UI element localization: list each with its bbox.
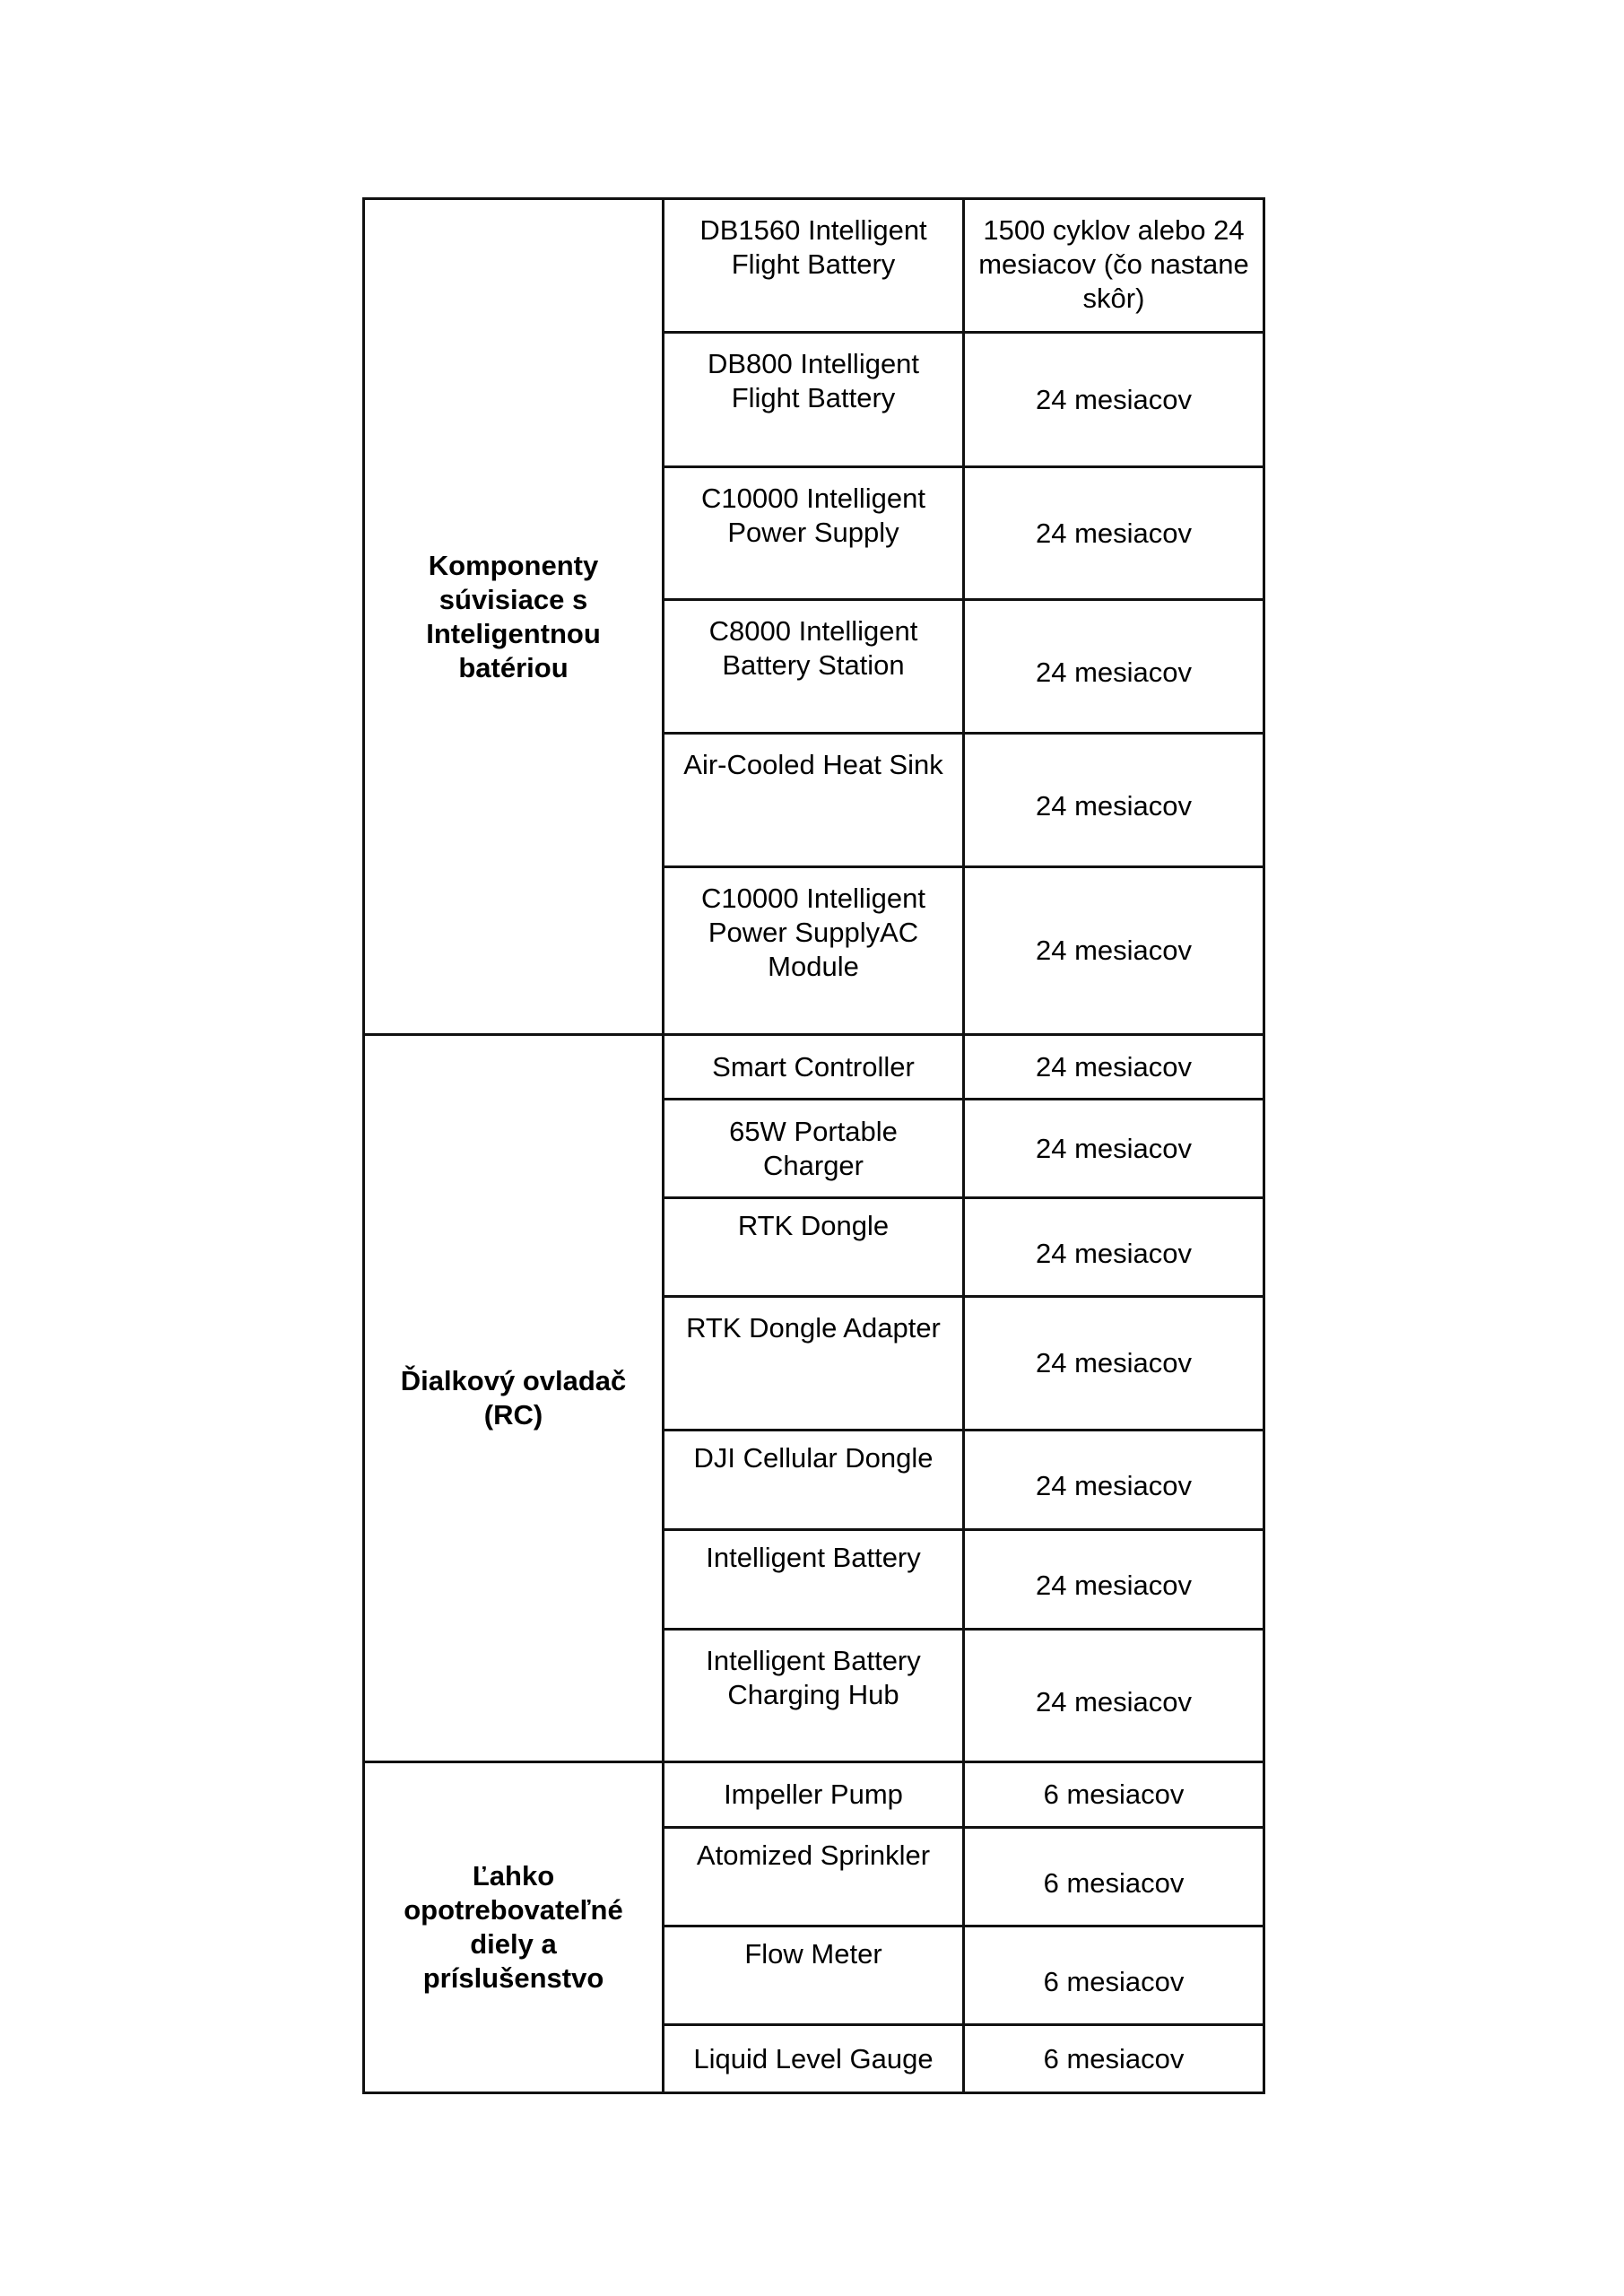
warranty-period: 24 mesiacov [964, 333, 1264, 467]
warranty-period: 24 mesiacov [964, 1035, 1264, 1100]
item-name: C10000 Intelligent Power Supply [664, 467, 964, 600]
item-name: Liquid Level Gauge [664, 2025, 964, 2093]
warranty-table [362, 197, 1265, 2094]
item-name: 65W Portable Charger [664, 1100, 964, 1198]
warranty-period: 24 mesiacov [964, 1431, 1264, 1530]
warranty-period: 24 mesiacov [964, 1198, 1264, 1297]
warranty-period: 1500 cyklov alebo 24 mesiacov (čo nastane skôr) [964, 199, 1264, 333]
group-label-battery-components: Komponenty súvisiace s Inteligentnou batériou [364, 199, 664, 1035]
item-name: Smart Controller [664, 1035, 964, 1100]
item-name: Air-Cooled Heat Sink [664, 734, 964, 867]
warranty-period: 6 mesiacov [964, 1762, 1264, 1828]
group-label-remote-controller: Ďialkový ovladač (RC) [364, 1035, 664, 1762]
item-name: Flow Meter [664, 1926, 964, 2025]
item-name: Intelligent Battery [664, 1530, 964, 1630]
warranty-period: 24 mesiacov [964, 1297, 1264, 1431]
warranty-period: 24 mesiacov [964, 734, 1264, 867]
item-name: C8000 Intelligent Battery Station [664, 600, 964, 734]
item-name: DJI Cellular Dongle [664, 1431, 964, 1530]
item-name: RTK Dongle [664, 1198, 964, 1297]
item-name: Impeller Pump [664, 1762, 964, 1828]
item-name: Atomized Sprinkler [664, 1828, 964, 1926]
item-name: DB800 Intelligent Flight Battery [664, 333, 964, 467]
item-name: C10000 Intelligent Power SupplyAC Module [664, 867, 964, 1035]
warranty-period: 6 mesiacov [964, 1926, 1264, 2025]
item-name: Intelligent Battery Charging Hub [664, 1630, 964, 1762]
warranty-period: 24 mesiacov [964, 467, 1264, 600]
group-label-wear-parts: Ľahko opotrebovateľné diely a príslušenstvo [364, 1762, 664, 2093]
item-name: DB1560 Intelligent Flight Battery [664, 199, 964, 333]
warranty-period: 24 mesiacov [964, 1630, 1264, 1762]
table-row [364, 199, 1264, 333]
warranty-period: 6 mesiacov [964, 1828, 1264, 1926]
warranty-period: 24 mesiacov [964, 1530, 1264, 1630]
table-row [364, 1762, 1264, 1828]
warranty-period: 24 mesiacov [964, 1100, 1264, 1198]
warranty-table-body [364, 199, 1264, 2093]
item-name: RTK Dongle Adapter [664, 1297, 964, 1431]
table-row [364, 1035, 1264, 1100]
warranty-period: 24 mesiacov [964, 600, 1264, 734]
warranty-period: 6 mesiacov [964, 2025, 1264, 2093]
warranty-period: 24 mesiacov [964, 867, 1264, 1035]
